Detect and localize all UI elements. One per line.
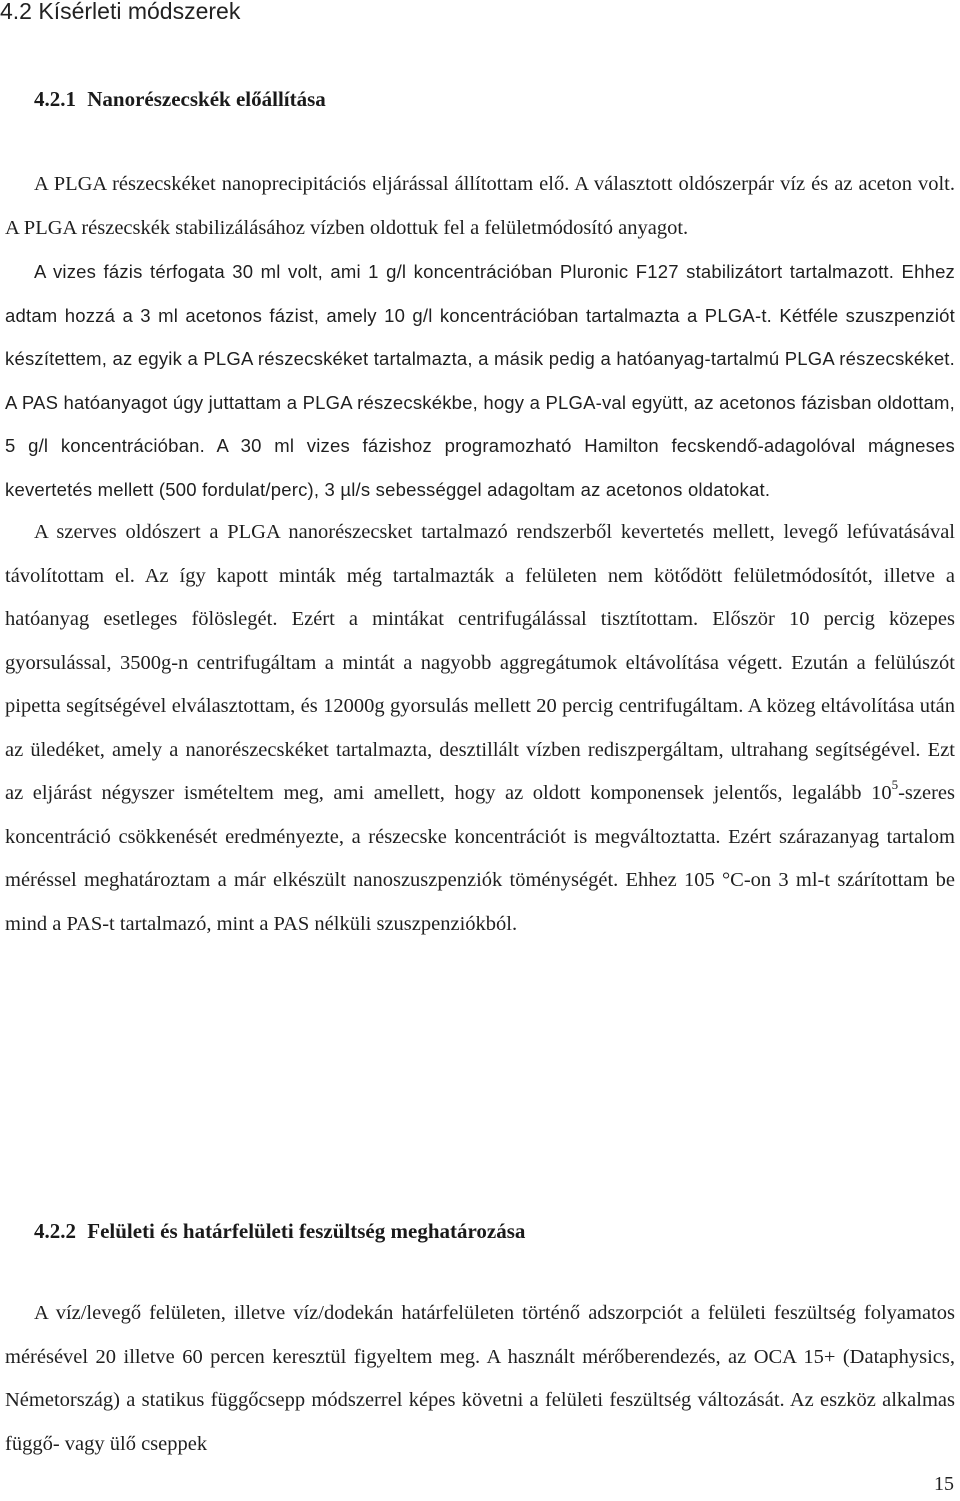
paragraph-block-1 [5, 163, 955, 946]
paragraph: A víz/levegő felületen, illetve víz/dodekán határfelületen történő adszorpciót a felületi feszültség folyamatos mérésével 20 illetve 60 percen keresztül figyeltem meg. A használt mérőberendezés, az OCA 15+ (Dataphysics, Németország) a statikus függőcsepp módszerrel képes követni a felületi feszültség változását. Az eszköz alkalmas függő- vagy ülő cseppek [5, 1302, 955, 1455]
subsection-heading-1 [34, 84, 326, 114]
paragraph: A vizes fázis térfogata 30 ml volt, ami 1 g/l koncentrációban Pluronic F127 stabilizátort tartalmazott. Ehhez adtam hozzá a 3 ml acetonos fázist, amely 10 g/l koncentrációban tartalmazta a PLGA-t. Kétféle szuszpenziót készítettem, az egyik a PLGA részecskéket tartalmazta, a másik pedig a hatóanyag-tartalmú PLGA részecskéket. A PAS hatóanyagot úgy juttattam a PLGA részecskékbe, hogy a PLGA-val együtt, az acetonos fázisban oldottam, 5 g/l koncentrációban. A 30 ml vizes fázishoz programozható Hamilton fecskendő-adagolóval mágneses kevertetés mellett (500 fordulat/perc), 3 µl/s sebességgel adagoltam az acetonos oldatokat. [5, 261, 956, 500]
subsection-heading-2 [34, 1216, 525, 1246]
subsection-title: Nanorészecskék előállítása [87, 87, 326, 111]
subsection-number: 4.2.2 [34, 1219, 76, 1243]
subsection-number: 4.2.1 [34, 87, 76, 111]
superscript: 5 [891, 777, 899, 793]
paragraph: A szerves oldószert a PLGA nanorészecsket tartalmazó rendszerből kevertetés mellett, levegő lefúvatásával távolítottam el. Az így kapott minták még tartalmazták a felületen nem kötődött felületmódosítót, illetve a hatóanyag esetleges fölöslegét. Ezért a mintákat centrifugálással tisztítottam. Először 10 percig közepes gyorsulással, 3500g-n centrifugáltam a mintát a nagyobb aggregátumok eltávolítása végett. Ezután a felülúszót pipetta segítségével elválasztottam, és 12000g gyorsulás mellett 20 percig centrifugáltam. A közeg eltávolítása után az üledéket, amely a nanorészecskéket tartalmazta, desztillált vízben rediszpergáltam, ultrahang segítségével. Ezt az eljárást négyszer ismételtem meg, ami amellett, hogy az oldott komponensek jelentős, legalább $10^5$-szeres koncentráció csökkenését eredményezte, a részecske koncentrációt is megváltoztatta. Ezért szárazanyag tartalom méréssel meghatároztam a már elkészült nanoszuszpenziók töménységét. Ehhez 105 °C-on 3 ml-t szárítottam be mind a PAS-t tartalmazó, mint a PAS nélküli szuszpenziókból. [5, 521, 955, 935]
paragraph-block-2 [5, 1292, 955, 1466]
page-number: 15 [934, 1473, 954, 1495]
section-heading: 4.2 Kísérleti módszerek [0, 0, 241, 24]
paragraph: A PLGA részecskéket nanoprecipitációs eljárással állítottam elő. A választott oldószerpár víz és az aceton volt. A PLGA részecskék stabilizálásához vízben oldottuk fel a felületmódosító anyagot. [5, 173, 955, 239]
subsection-title: Felületi és határfelületi feszültség meghatározása [87, 1219, 526, 1243]
